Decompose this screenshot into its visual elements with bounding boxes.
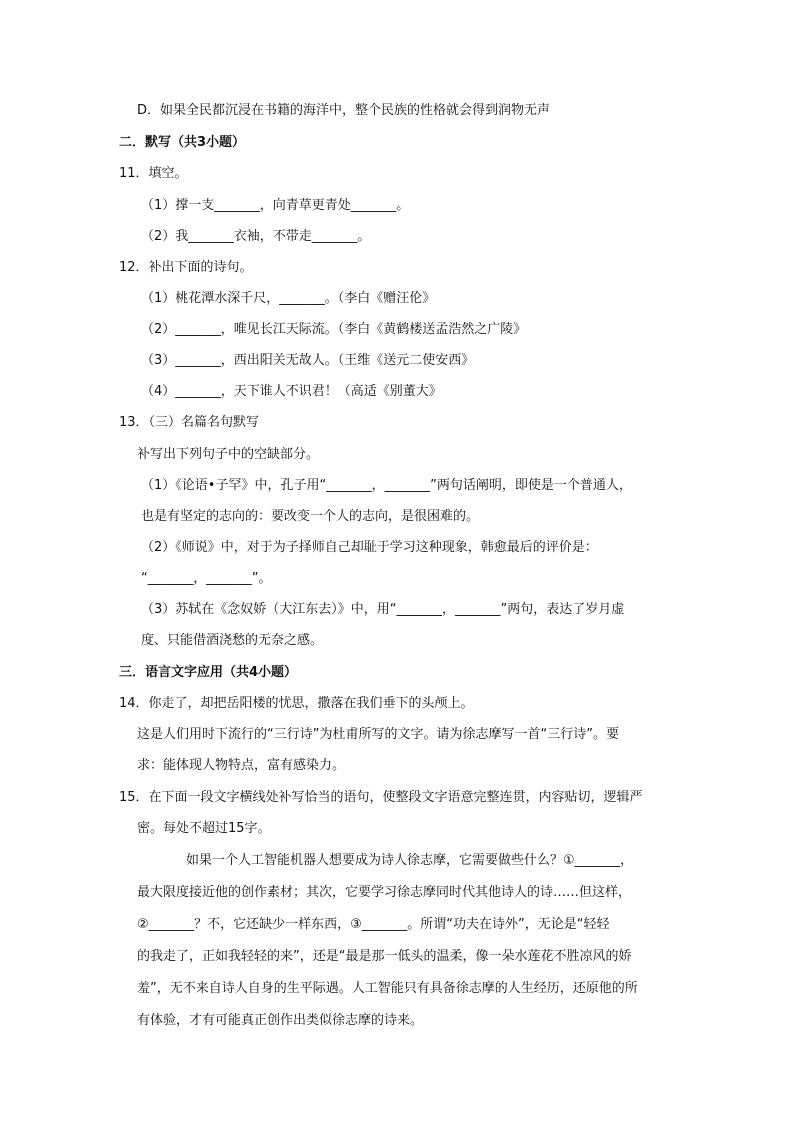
q14-line3: 求：能体现人物特点，富有感染力。 <box>137 758 346 773</box>
q15-stem-line1: 15．在下面一段文字横线处补写恰当的语句，使整段文字语意完整连贯，内容贴切，逻辑严 <box>119 790 643 805</box>
q15-paragraph-line5: 羞”，无不来自诗人自身的生平际遇。人工智能只有具备徐志摩的人生经历，还原他的所 <box>137 981 638 996</box>
q13-item3-line2: 度、只能借酒浇愁的无奈之感。 <box>141 633 324 648</box>
q11-item2: （2）我_______衣袖，不带走_______。 <box>141 229 371 244</box>
q15-paragraph-line6: 有体验，才有可能真正创作出类似徐志摩的诗来。 <box>137 1013 424 1028</box>
q13-item2-line1: （2）《师说》中，对于为子择师自己却耻于学习这种现象，韩愈最后的评价是： <box>141 540 598 555</box>
q15-paragraph-line1: 如果一个人工智能机器人想要成为诗人徐志摩，它需要做些什么？①_______， <box>186 853 634 868</box>
q13-item1-line1: （1）《论语•子罕》中，孔子用“_______，_______”两句话阐明，即使是一个普通人， <box>141 478 632 493</box>
q12-item1: （1）桃花潭水深千尺，_______。（李白《赠汪伦》 <box>141 291 436 306</box>
q14-stem: 14．你走了，却把岳阳楼的忧思，撒落在我们垂下的头颅上。 <box>119 696 474 711</box>
q15-paragraph-line4: 的我走了，正如我轻轻的来”，还是“最是那一低头的温柔，像一朵水莲花不胜凉风的娇 <box>137 949 632 964</box>
q15-stem-line2: 密。每处不超过15字。 <box>137 821 271 836</box>
q12-item4: （4）_______，天下谁人不识君！（高适《别董大》 <box>141 384 442 399</box>
q10-option-d: D．如果全民都沉浸在书籍的海洋中，整个民族的性格就会得到润物无声 <box>137 103 551 118</box>
q12-item2: （2）_______，唯见长江天际流。（李白《黄鹤楼送孟浩然之广陵》 <box>141 322 527 337</box>
q13-stem: 13．（三）名篇名句默写 <box>119 415 260 430</box>
q11-item1: （1）撑一支_______，向青草更青处_______。 <box>141 198 410 213</box>
q11-stem: 11．填空。 <box>119 166 188 181</box>
q15-paragraph-line2: 最大限度接近他的创作素材；其次，它要学习徐志摩同时代其他诗人的诗……但这样， <box>137 885 632 900</box>
q14-line2: 这是人们用时下流行的“三行诗”为杜甫所写的文字。请为徐志摩写一首“三行诗”。要 <box>137 727 619 742</box>
q12-item3: （3）_______，西出阳关无故人。（王维《送元二使安西》 <box>141 353 475 368</box>
section3-heading: 三．语言文字应用（共4小题） <box>119 665 298 680</box>
q13-item3-line1: （3）苏轼在《念奴娇（大江东去）》中，用“_______，_______”两句，表达了岁月虚 <box>141 602 625 617</box>
q13-instruction: 补写出下列句子中的空缺部分。 <box>137 447 320 462</box>
q13-item1-line2: 也是有坚定的志向的：要改变一个人的志向，是很困难的。 <box>141 509 480 524</box>
q12-stem: 12．补出下面的诗句。 <box>119 260 253 275</box>
section2-heading: 二．默写（共3小题） <box>119 135 246 150</box>
q13-item2-line2: “_______，_______”。 <box>141 571 272 586</box>
q15-paragraph-line3: ②_______？不，它还缺少一样东西，③_______。所谓“功夫在诗外”，无论是“轻轻 <box>137 917 610 932</box>
